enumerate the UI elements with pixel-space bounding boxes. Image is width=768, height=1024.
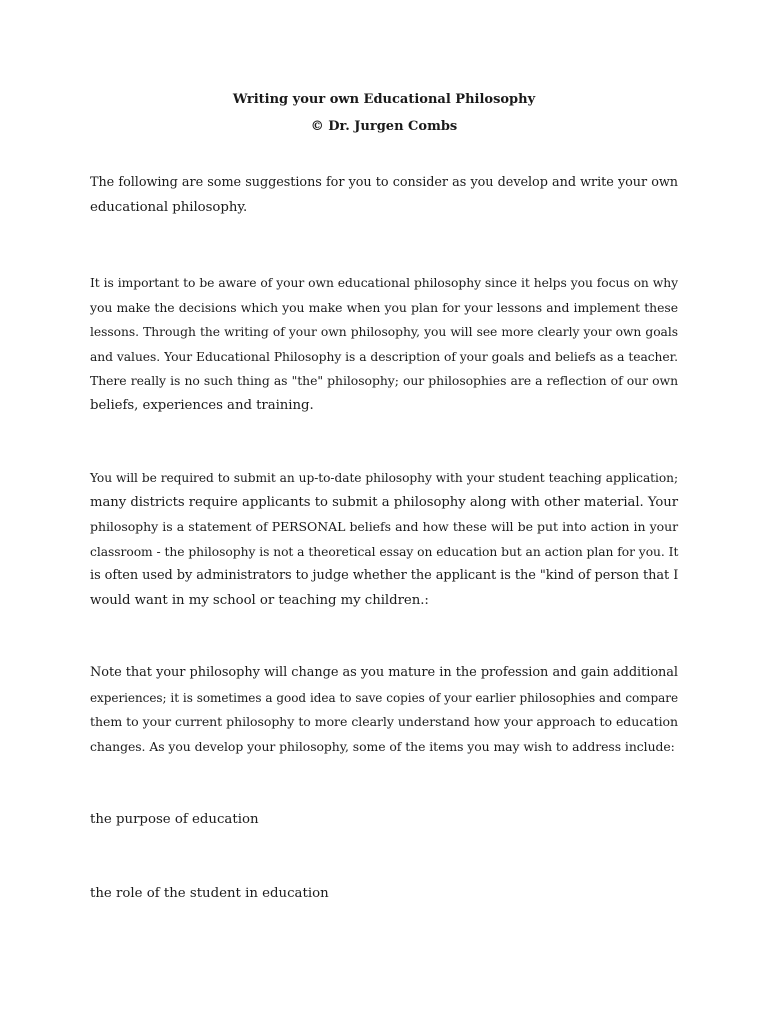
- paragraph-line: experiences; it is sometimes a good idea to save copies of your earlier philosophies and compare: [90, 690, 678, 705]
- paragraph-line: and values. Your Educational Philosophy is a description of your goals and beliefs as a teacher.: [90, 349, 678, 364]
- paragraph-line: educational philosophy.: [90, 199, 248, 215]
- paragraph-line: It is important to be aware of your own educational philosophy since it helps you focus on why: [90, 276, 678, 290]
- document-author: © Dr. Jurgen Combs: [310, 119, 458, 134]
- paragraph-line: changes. As you develop your philosophy, some of the items you may wish to address include:: [90, 738, 675, 754]
- paragraph-line: many districts require applicants to submit a philosophy along with other material. Your: [90, 494, 678, 510]
- paragraph-line: classroom - the philosophy is not a theoretical essay on education but an action plan for you. It: [90, 544, 679, 559]
- paragraph-line: philosophy is a statement of PERSONAL beliefs and how these will be put into action in your: [90, 519, 678, 534]
- paragraph-line: them to your current philosophy to more clearly understand how your approach to education: [90, 714, 678, 729]
- paragraph-line: The following are some suggestions for you to consider as you develop and write your own: [90, 175, 678, 190]
- paragraph-line: would want in my school or teaching my children.:: [90, 592, 429, 608]
- paragraph-line: Note that your philosophy will change as you mature in the profession and gain additional: [90, 665, 678, 680]
- paragraph-change: [90, 661, 678, 759]
- paragraph-line: you make the decisions which you make when you plan for your lessons and implement these: [90, 299, 678, 315]
- paragraph-requirement: [90, 466, 678, 613]
- paragraph-line: beliefs, experiences and training.: [90, 397, 314, 413]
- paragraph-line: You will be required to submit an up-to-date philosophy with your student teaching application;: [90, 471, 678, 485]
- list-item: the purpose of education: [90, 812, 259, 827]
- list-item: the role of the student in education: [90, 886, 329, 901]
- paragraph-line: is often used by administrators to judge whether the applicant is the "kind of person that I: [90, 568, 679, 583]
- paragraph-line: There really is no such thing as "the" philosophy; our philosophies are a reflection of our own: [90, 373, 678, 388]
- paragraph-importance: [90, 271, 678, 418]
- paragraph-line: lessons. Through the writing of your own philosophy, you will see more clearly your own goals: [90, 325, 678, 339]
- document-title: Writing your own Educational Philosophy: [232, 92, 536, 107]
- paragraph-intro: [90, 171, 678, 220]
